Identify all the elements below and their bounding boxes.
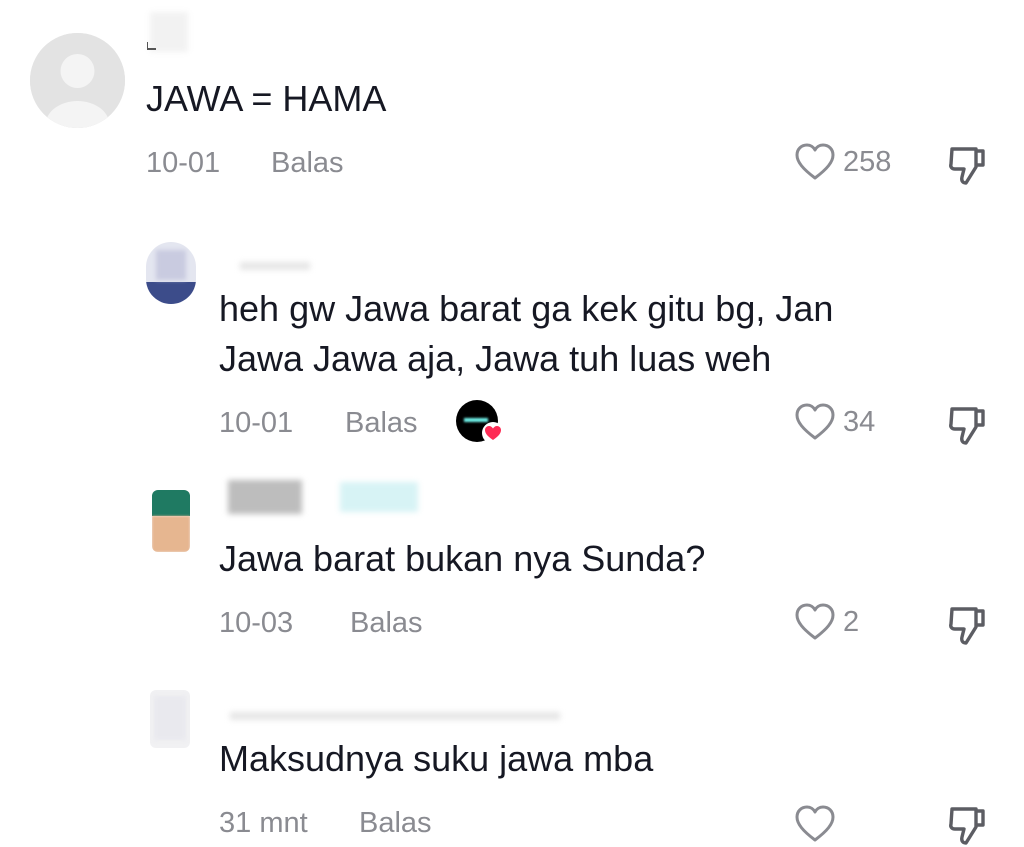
comment-date: 10-01 bbox=[146, 147, 221, 179]
comment-text: Jawa barat bukan nya Sunda? bbox=[219, 538, 706, 579]
avatar[interactable] bbox=[30, 33, 125, 128]
like-button[interactable] bbox=[795, 143, 891, 181]
creator-liked-badge bbox=[456, 400, 504, 446]
like-count: 2 bbox=[843, 605, 860, 638]
comment-date: 31 mnt bbox=[219, 807, 308, 839]
comment-text-line-2: Jawa Jawa aja, Jawa tuh luas weh bbox=[219, 338, 772, 379]
like-button[interactable] bbox=[795, 805, 843, 843]
heart-icon bbox=[795, 805, 835, 843]
comment-text: JAWA = HAMA bbox=[146, 78, 387, 119]
username-fragment bbox=[147, 42, 156, 50]
comment-text: Maksudnya suku jawa mba bbox=[219, 738, 654, 779]
dislike-icon[interactable] bbox=[946, 143, 990, 187]
heart-icon bbox=[795, 403, 835, 441]
like-count: 258 bbox=[843, 145, 892, 178]
like-button[interactable] bbox=[795, 603, 859, 641]
dislike-icon[interactable] bbox=[946, 803, 990, 847]
reply-button[interactable]: Balas bbox=[359, 807, 432, 839]
avatar[interactable] bbox=[146, 242, 196, 304]
reply-button[interactable]: Balas bbox=[350, 607, 423, 639]
heart-icon bbox=[795, 143, 835, 181]
comment-date: 10-01 bbox=[219, 407, 294, 439]
heart-icon bbox=[795, 603, 835, 641]
dislike-icon[interactable] bbox=[946, 603, 990, 647]
username-redacted-2 bbox=[340, 482, 418, 512]
avatar[interactable] bbox=[152, 490, 190, 552]
reply-button[interactable]: Balas bbox=[271, 147, 344, 179]
reply-button[interactable]: Balas bbox=[345, 407, 418, 439]
comment-date: 10-03 bbox=[219, 607, 294, 639]
default-avatar-icon bbox=[30, 33, 125, 128]
like-count: 34 bbox=[843, 405, 876, 438]
comment-text-line-1: heh gw Jawa barat ga kek gitu bg, Jan bbox=[219, 288, 834, 329]
dislike-icon[interactable] bbox=[946, 403, 990, 447]
username-redacted[interactable] bbox=[230, 712, 560, 720]
avatar[interactable] bbox=[150, 690, 190, 748]
like-button[interactable] bbox=[795, 403, 875, 441]
username-redacted[interactable] bbox=[228, 480, 302, 514]
username-redacted[interactable] bbox=[240, 262, 310, 270]
heart-badge-icon bbox=[482, 422, 504, 444]
